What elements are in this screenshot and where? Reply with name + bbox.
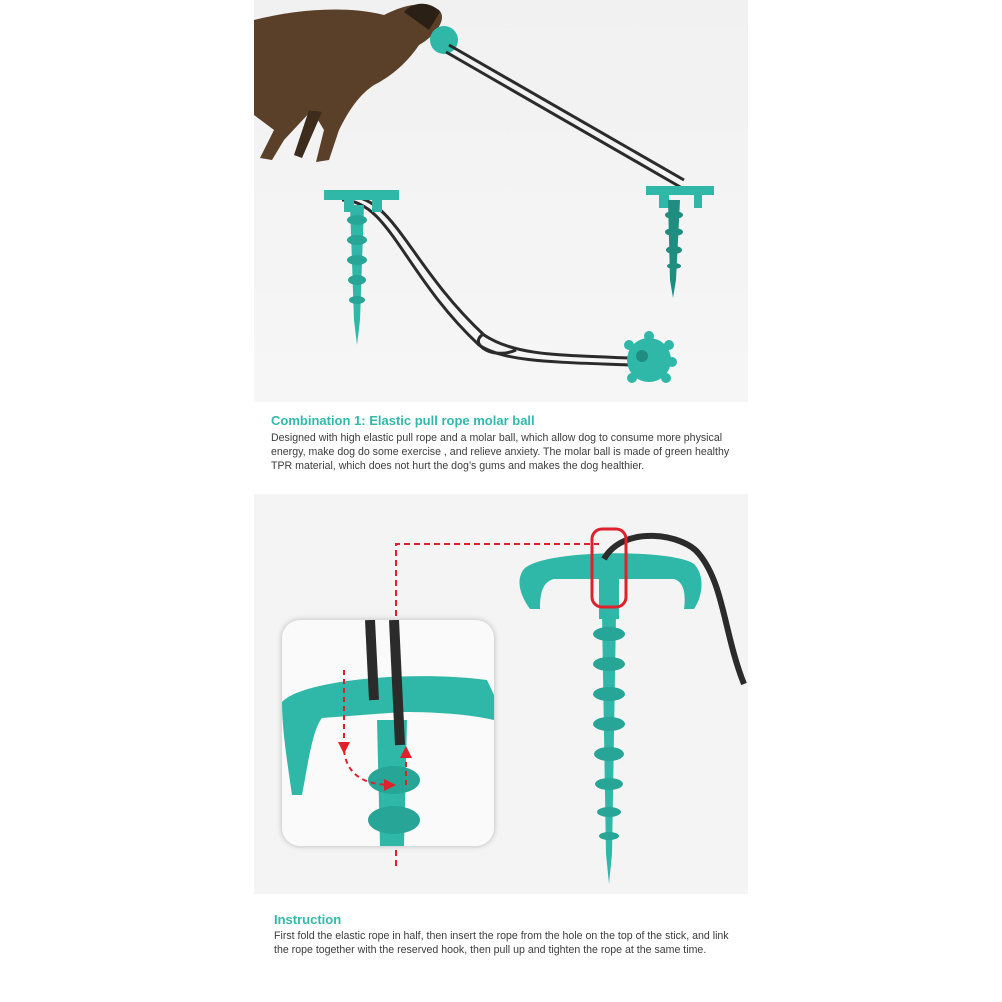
ground-stake-left: [324, 190, 399, 345]
product-photo-stake-closeup: [254, 494, 748, 894]
stake-head-zoomed: [282, 676, 494, 846]
section1-description: Designed with high elastic pull rope and a molar ball, which allow dog to consume more physical energy, make dog do some exercise , and relieve anxiety. The molar ball is made of green healthy TPR material, which does not hurt the dog’s gums and makes the dog healthier.: [271, 432, 730, 472]
spiral-stake: [593, 614, 625, 884]
stake-head: [519, 553, 701, 619]
dog-image: [254, 4, 442, 162]
dog-rope-illustration: [254, 0, 748, 402]
zoom-illustration: [282, 620, 494, 846]
section2-description: First fold the elastic rope in half, then insert the rope from the hole on the top of the stick, and link the rope together with the reserved hook, then pull up and tighten the rope at the same time.: [274, 930, 729, 956]
section1-title: Combination 1: Elastic pull rope molar ball: [271, 413, 535, 428]
zoom-inset: [282, 620, 494, 846]
molar-ball: [624, 331, 677, 383]
product-photo-dog-rope: [254, 0, 748, 402]
molar-ball-in-mouth: [430, 26, 458, 54]
section2-title: Instruction: [274, 912, 342, 927]
elastic-rope: [339, 45, 684, 365]
ground-stake-right: [646, 186, 714, 298]
